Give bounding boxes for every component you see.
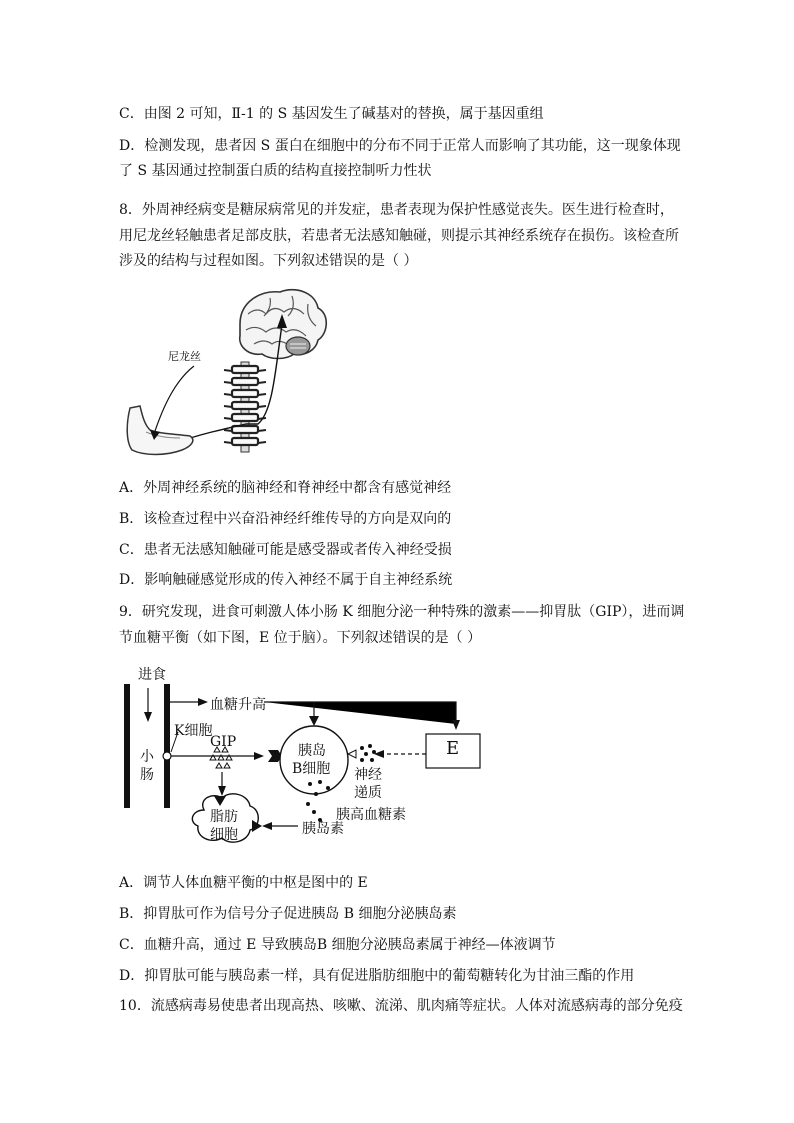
q8-stem-line1: 8．外周神经病变是糖尿病常见的并发症，患者表现为保护性感觉丧失。医生进行检查时， — [119, 202, 674, 218]
q9-option-d: D．抑胃肽可能与胰岛素一样，具有促进脂肪细胞中的葡萄糖转化为甘油三酯的作用 — [119, 968, 635, 984]
fat-label-1: 脂肪 — [210, 809, 238, 825]
q9-option-a: A．调节人体血糖平衡的中枢是图中的 E — [119, 875, 368, 891]
islet-label-2: B细胞 — [292, 761, 331, 777]
neurotransmitter-label-1: 神经 — [354, 767, 382, 783]
q9-stem-line2: 节血糖平衡（如下图，E 位于脑）。下列叙述错误的是（ ） — [119, 630, 482, 646]
q8-reflex-figure — [120, 284, 330, 460]
gip-label: GIP — [210, 734, 237, 750]
spinal-cord-illustration — [224, 362, 266, 452]
foot-illustration — [127, 406, 193, 455]
blood-sugar-up-label: 血糖升高 — [210, 697, 266, 713]
nerve-pathway-illustration — [120, 284, 330, 460]
gip-molecules-icon — [210, 747, 232, 768]
q7-option-d-line2: 了 S 基因通过控制蛋白质的结构直接控制听力性状 — [119, 163, 432, 179]
receptor-icon — [309, 716, 319, 726]
arrow-right-icon — [198, 698, 208, 706]
islet-label-1: 胰岛 — [298, 743, 326, 759]
arrow-down-icon — [218, 786, 226, 796]
q8-stem-line2: 用尼龙丝轻触患者足部皮肤，若患者无法感知触碰，则提示其神经系统存在损伤。该检查所 — [119, 228, 679, 244]
intestine-wall-left — [124, 684, 130, 808]
q9-gip-diagram — [118, 660, 488, 860]
small-intestine-label-1: 小 — [140, 749, 154, 765]
arrow-down-icon — [452, 720, 460, 730]
q7-option-c: C．由图 2 可知，Ⅱ-1 的 S 基因发生了碱基对的替换，属于基因重组 — [119, 106, 544, 122]
insulin-label: 胰岛素 — [302, 821, 344, 837]
q8-option-a: A．外周神经系统的脑神经和脊神经中都含有感觉神经 — [119, 480, 452, 496]
eat-label: 进食 — [138, 667, 166, 683]
q7-option-d-line1: D．检测发现，患者因 S 蛋白在细胞中的分布不同于正常人而影响了其功能，这一现象体现 — [119, 138, 681, 154]
q9-stem-line1: 9．研究发现，进食可刺激人体小肠 K 细胞分泌一种特殊的激素——抑胃肽（GIP），进而调 — [119, 604, 685, 620]
glucagon-label: 胰高血糖素 — [336, 807, 406, 823]
arrow-left-icon — [262, 822, 272, 830]
q8-stem-line3: 涉及的结构与过程如图。下列叙述错误的是（ ） — [119, 253, 418, 269]
k-cell-icon — [163, 752, 171, 760]
fat-label-2: 细胞 — [210, 827, 238, 843]
q9-option-c: C．血糖升高，通过 E 导致胰岛B 细胞分泌胰岛素属于神经—体液调节 — [119, 937, 556, 953]
neurotransmitter-label-2: 递质 — [354, 785, 382, 801]
q8-option-c: C．患者无法感知触碰可能是感受器或者传入神经受损 — [119, 542, 452, 558]
k-cell-label: K细胞 — [174, 723, 213, 739]
e-label: E — [446, 738, 460, 759]
nylon-filament-icon — [154, 366, 194, 434]
nylon-label: 尼龙丝 — [168, 350, 201, 363]
small-intestine-label-2: 肠 — [140, 767, 154, 783]
q8-option-d: D．影响触碰感觉形成的传入神经不属于自主神经系统 — [119, 572, 453, 588]
q9-option-b: B．抑胃肽可作为信号分子促进胰岛 B 细胞分泌胰岛素 — [119, 906, 457, 922]
intestine-wall-right — [164, 684, 170, 808]
neurotransmitter-icon — [360, 744, 376, 762]
arrow-right-icon — [254, 752, 264, 760]
q10-stem-line1: 10．流感病毒易使患者出现高热、咳嗽、流涕、肌肉痛等症状。人体对流感病毒的部分免疫 — [119, 998, 683, 1014]
arrow-down-icon — [144, 712, 152, 722]
q8-option-b: B．该检查过程中兴奋沿神经纤维传导的方向是双向的 — [119, 511, 452, 527]
